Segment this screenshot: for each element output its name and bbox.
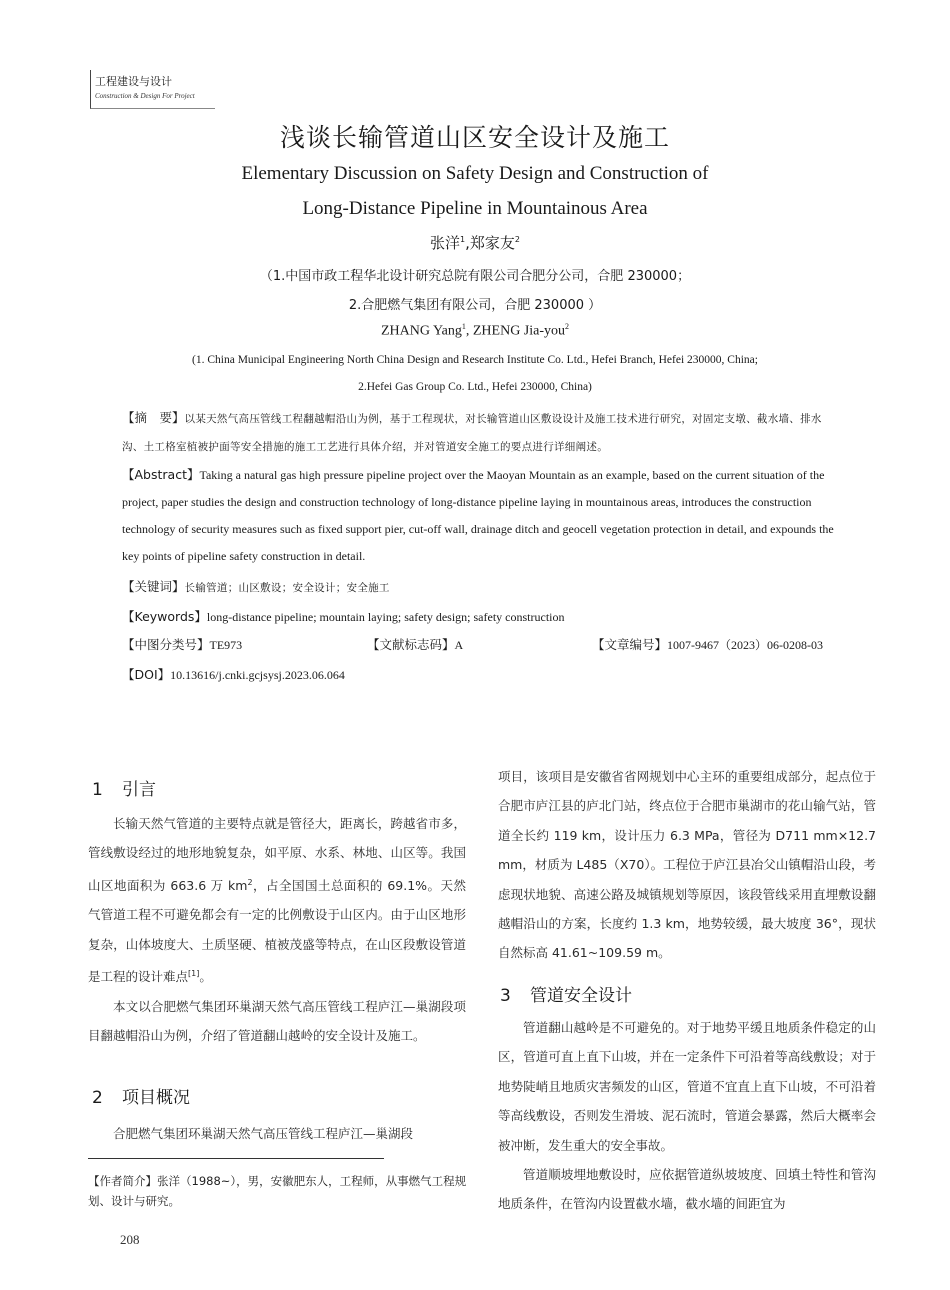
keywords-cn-text: 长输管道；山区敷设；安全设计；安全施工: [184, 582, 390, 594]
author-1-cn: 张洋: [430, 234, 461, 252]
section-1-title: 引言: [122, 780, 156, 800]
authors-cn: [0, 232, 950, 253]
doc-code-label: 【文献标志码】: [367, 637, 455, 652]
journal-name-cn: 工程建设与设计: [95, 75, 172, 88]
title-cn: 浅谈长输管道山区安全设计及施工: [279, 123, 670, 152]
clc-label: 【中图分类号】: [122, 637, 210, 652]
abstract-cn-text: 以某天然气高压管线工程翻越帽沿山为例，基于工程现状，对长输管道山区敷设设计及施工技术进行研究，对固定支墩、截水墙、排水沟、土工格室植被护面等安全措施的施工工艺进行具体介绍，并对管道安全施工的要点进行详细阐述。: [122, 413, 822, 453]
section-1-number: 1: [92, 780, 103, 800]
left-column-block-1: [88, 809, 466, 1051]
doi: [122, 661, 842, 689]
section-1-heading: [92, 775, 156, 800]
left-column-block-2: [88, 1119, 466, 1148]
keywords-en-text: long-distance pipeline; mountain laying; safety design; safety construction: [206, 610, 565, 624]
paragraph-overview-2: 项目，该项目是安徽省省网规划中心主环的重要组成部分，起点位于合肥市庐江县的庐北门站，终点位于合肥市巢湖市的花山输气站，管道全长约 119 km，设计压力 6.3 MPa，管径为 D711 mm×12.7 mm，材质为 L485（X70）。工程位于庐江县冶父山镇帽沿山段，考虑现状地貌、高速公路及城镇规划等原因，该段管线采用直埋敷设翻越帽沿山的方案，长度约 1.3 km，地势较缓，最大坡度 36°，现状自然标高 41.61~109.59 m。: [498, 769, 876, 961]
author-sep: ,: [465, 234, 470, 252]
title-en-line2: Long-Distance Pipeline in Mountainous Area: [302, 198, 648, 219]
footnote-text: 张洋（1988~），男，安徽肥东人，工程师，从事燃气工程规划、设计与研究。: [88, 1174, 467, 1208]
paragraph-overview-1: 合肥燃气集团环巢湖天然气高压管线工程庐江—巢湖段: [113, 1126, 414, 1141]
intro-1-text-a: 长输天然气管道的主要特点就是管径大，距离长，跨越省市多，管线敷设经过的地形地貌复杂，如平原、水系、林地、山区等。我国山区地面积为 663.6 万 km: [88, 816, 466, 893]
paragraph-intro-1: [88, 809, 466, 992]
author-2-sup: 2: [514, 235, 520, 244]
authors-en: [0, 322, 950, 340]
doc-code-value: A: [454, 638, 464, 652]
paragraph-intro-2: 本文以合肥燃气集团环巢湖天然气高压管线工程庐江—巢湖段项目翻越帽沿山为例，介绍了管道翻山越岭的安全设计及施工。: [88, 998, 466, 1044]
section-2-title: 项目概况: [122, 1088, 190, 1108]
article-number-value: 1007-9467（2023）06-0208-03: [667, 638, 824, 652]
running-header: [90, 70, 215, 109]
keywords-en: [122, 603, 842, 631]
page-number: 208: [120, 1232, 140, 1247]
section-3-number: 3: [500, 986, 511, 1006]
abstract-en: [122, 461, 842, 570]
citation-ref: [1]: [188, 969, 200, 979]
keywords-cn-label: 【关键词】: [122, 579, 185, 594]
keywords-en-label: 【Keywords】: [122, 609, 207, 624]
author-2-en: ZHENG Jia-you: [472, 323, 566, 339]
abstract-cn: [122, 404, 842, 461]
article-number: [592, 631, 823, 659]
section-2-number: 2: [92, 1088, 103, 1108]
section-3-title: 管道安全设计: [530, 986, 632, 1006]
section-2-heading: [92, 1083, 190, 1108]
intro-1-text-b: ，占全国国土总面积的 69.1%。天然气管道工程不可避免都会有一定的比例敷设于山区内。由于山区地形复杂，山体坡度大、土质坚硬、植被茂盛等特点，在山区段敷设管道是工程的设计难点: [88, 877, 467, 985]
affiliation-en-2: 2.Hefei Gas Group Co. Ltd., Hefei 230000, China): [358, 381, 592, 393]
author-1-en-sup: 1: [461, 322, 466, 331]
km-squared-sup: 2: [247, 877, 253, 887]
right-column-block-2: [498, 1013, 876, 1219]
intro-1-text-c: 。: [199, 969, 212, 985]
author-en-sep: ,: [465, 323, 473, 339]
paragraph-safety-2: 管道顺坡埋地敷设时，应依据管道纵坡坡度、回填土特性和管沟地质条件，在管沟内设置截水墙，截水墙的间距宜为: [498, 1167, 876, 1212]
affiliation-cn-1: （1.中国市政工程华北设计研究总院有限公司合肥分公司，合肥 230000；: [259, 269, 691, 284]
abstract-en-label: 【Abstract】: [122, 467, 200, 482]
section-3-heading: [500, 981, 632, 1006]
abstract-en-text: Taking a natural gas high pressure pipeline project over the Maoyan Mountain as an example, based on the current situation of the project, paper studies the design and construction technology of long-distance pipeline laying in mountainous areas, introduces the construction technology of security measures such as fixed support pier, cut-off wall, drainage ditch and geocell vegetation protection in detail, and expounds the key points of pipeline safety construction in detail.: [122, 468, 834, 563]
article-number-label: 【文章编号】: [592, 637, 668, 652]
author-1-sup: 1: [460, 235, 466, 244]
doc-code: [367, 631, 463, 659]
author-2-en-sup: 2: [565, 322, 570, 331]
author-2-cn: 郑家友: [469, 234, 515, 252]
right-column-block-1: [498, 762, 876, 968]
clc-value: TE973: [209, 638, 243, 652]
keywords-cn: [122, 573, 842, 602]
footnote-rule: [88, 1158, 384, 1159]
abstract-cn-label: 【摘 要】: [122, 410, 185, 425]
doi-label: 【DOI】: [122, 667, 171, 682]
affiliation-en-1: (1. China Municipal Engineering North China Design and Research Institute Co. Ltd., Hefei Branch, Hefei 230000, China;: [192, 354, 758, 366]
title-en-line1: Elementary Discussion on Safety Design and Construction of: [241, 163, 709, 184]
affiliation-cn-2: 2.合肥燃气集团有限公司，合肥 230000 ）: [348, 298, 602, 313]
footnote-label: 【作者简介】: [88, 1174, 157, 1188]
paragraph-safety-1: 管道翻山越岭是不可避免的。对于地势平缓且地质条件稳定的山区，管道可直上直下山坡，并在一定条件下可沿着等高线敷设；对于地势陡峭且地质灾害频发的山区，管道不宜直上直下山坡，不可沿着等高线敷设，否则发生滑坡、泥石流时，管道会暴露，然后大概率会被冲断，发生重大的安全事故。: [498, 1020, 876, 1153]
author-1-en: ZHANG Yang: [380, 323, 462, 339]
doi-value: 10.13616/j.cnki.gcjsysj.2023.06.064: [170, 668, 345, 682]
journal-name-en: Construction & Design For Project: [95, 92, 195, 100]
clc: [122, 631, 242, 659]
author-footnote: [88, 1171, 468, 1211]
